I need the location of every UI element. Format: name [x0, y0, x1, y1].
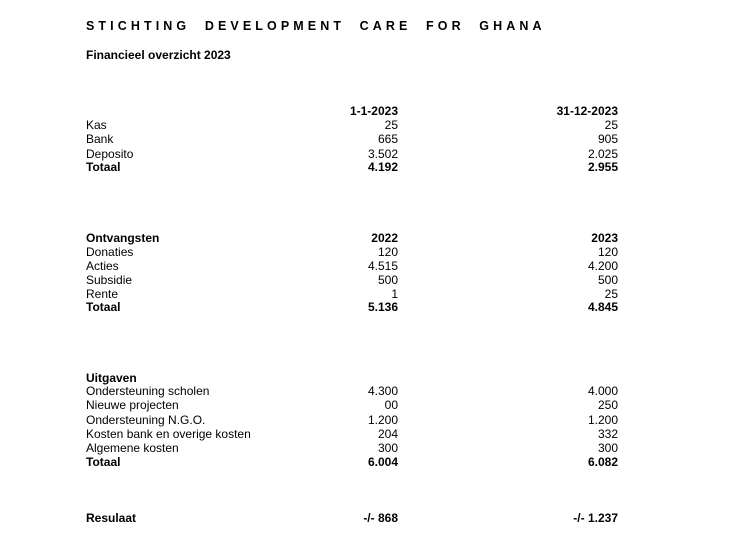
expenses-title: Uitgaven [86, 371, 137, 385]
row-value-2022: 1 [391, 287, 398, 301]
expenses-header-row [86, 371, 618, 385]
total-value-2022: 6.004 [367, 455, 398, 469]
balance-header-row [86, 104, 618, 118]
report-subtitle: Financieel overzicht 2023 [86, 48, 231, 62]
row-value-end: 25 [604, 118, 618, 132]
row-value-end: 905 [597, 132, 618, 146]
total-label: Totaal [86, 160, 121, 174]
row-label: Bank [86, 132, 114, 146]
total-value-end: 2.955 [587, 160, 618, 174]
result-label: Resulaat [86, 511, 137, 525]
row-value-2023: 25 [604, 287, 618, 301]
row-label: Kas [86, 118, 107, 132]
income-header-row [86, 231, 618, 245]
balance-row [86, 132, 618, 146]
row-value-2022: 500 [377, 273, 398, 287]
row-value-2022: 1.200 [367, 413, 398, 427]
row-value-2023: 1.200 [587, 413, 618, 427]
row-value-2023: 250 [597, 398, 618, 412]
row-label: Algemene kosten [86, 441, 179, 455]
row-value-2022: 00 [384, 398, 398, 412]
expenses-row [86, 384, 618, 398]
total-value-2023: 6.082 [587, 455, 618, 469]
income-col2-header: 2023 [591, 231, 618, 245]
row-label: Ondersteuning N.G.O. [86, 413, 206, 427]
row-value-2023: 4.200 [587, 259, 618, 273]
row-value-start: 25 [384, 118, 398, 132]
row-label: Kosten bank en overige kosten [86, 427, 251, 441]
row-value-2023: 4.000 [587, 384, 618, 398]
row-value-2023: 300 [597, 441, 618, 455]
row-value-2022: 4.300 [367, 384, 398, 398]
total-value-2023: 4.845 [587, 300, 618, 314]
total-value-start: 4.192 [367, 160, 398, 174]
row-value-2023: 332 [597, 427, 618, 441]
balance-row [86, 118, 618, 132]
row-value-2022: 4.515 [367, 259, 398, 273]
row-value-2022: 120 [377, 245, 398, 259]
income-title: Ontvangsten [86, 231, 160, 245]
expenses-row [86, 398, 618, 412]
total-value-2022: 5.136 [367, 300, 398, 314]
row-label: Ondersteuning scholen [86, 384, 210, 398]
balance-col1-header: 1-1-2023 [349, 104, 398, 118]
row-label: Acties [86, 259, 119, 273]
row-value-2023: 500 [597, 273, 618, 287]
balance-row [86, 147, 618, 161]
balance-col2-header: 31-12-2023 [556, 104, 618, 118]
result-value-2022: -/- 868 [363, 511, 398, 525]
organization-title: STICHTING DEVELOPMENT CARE FOR GHANA [86, 19, 546, 33]
row-value-end: 2.025 [587, 147, 618, 161]
result-row [86, 511, 618, 525]
row-label: Subsidie [86, 273, 133, 287]
row-label: Deposito [86, 147, 134, 161]
row-label: Donaties [86, 245, 134, 259]
total-label: Totaal [86, 455, 121, 469]
row-value-2022: 300 [377, 441, 398, 455]
row-value-start: 3.502 [367, 147, 398, 161]
income-total-row [86, 300, 618, 314]
income-col1-header: 2022 [371, 231, 398, 245]
balance-total-row [86, 160, 618, 174]
expenses-total-row [86, 455, 618, 469]
row-value-2023: 120 [597, 245, 618, 259]
result-value-2023: -/- 1.237 [573, 511, 618, 525]
row-label: Nieuwe projecten [86, 398, 179, 412]
income-row [86, 259, 618, 273]
income-row [86, 273, 618, 287]
expenses-row [86, 441, 618, 455]
row-value-2022: 204 [377, 427, 398, 441]
expenses-row [86, 427, 618, 441]
row-label: Rente [86, 287, 119, 301]
income-row [86, 287, 618, 301]
expenses-row [86, 413, 618, 427]
row-value-start: 665 [377, 132, 398, 146]
income-row [86, 245, 618, 259]
total-label: Totaal [86, 300, 121, 314]
